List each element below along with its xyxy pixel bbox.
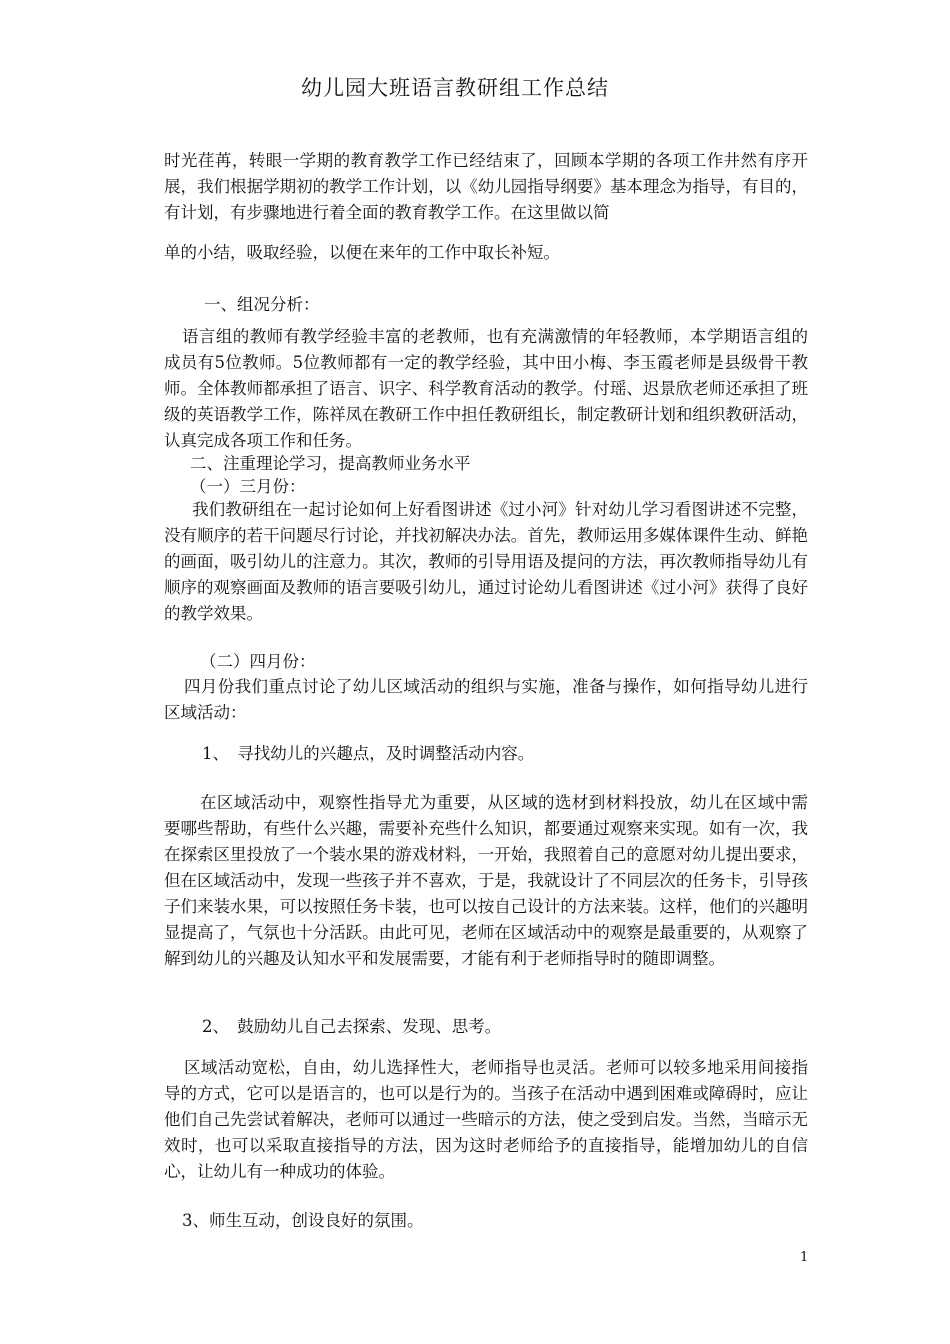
intro-paragraph-end: 单的小结，吸取经验，以便在来年的工作中取长补短。	[164, 243, 560, 262]
document-title: 幼儿园大班语言教研组工作总结	[301, 76, 609, 100]
march-heading: （一）三月份：	[190, 477, 306, 496]
point2-body: 区域活动宽松，自由，幼儿选择性大，老师指导也灵活。老师可以较多地采用间接指导的方式，它可以是语言的，也可以是行为的。当孩子在活动中遇到困难或障碍时，应让他们自己先尝试着解决，老师可以通过一些暗示的方法，使之受到启发。当然，当暗示无效时，也可以采取直接指导的方法，因为这时老师给予的直接指导，能增加幼儿的自信心，让幼儿有一种成功的体验。	[164, 1058, 808, 1181]
section2-heading: 二、注重理论学习，提高教师业务水平	[190, 454, 471, 473]
point3-heading: 3、师生互动，创设良好的氛围。	[182, 1211, 424, 1230]
point1-heading: 1、 寻找幼儿的兴趣点，及时调整活动内容。	[202, 744, 535, 763]
april-heading: （二）四月份：	[200, 652, 316, 671]
april-body: 四月份我们重点讨论了幼儿区域活动的组织与实施，准备与操作，如何指导幼儿进行区域活动：	[164, 677, 808, 722]
intro-paragraph: 时光荏苒，转眼一学期的教育教学工作已经结束了，回顾本学期的各项工作井然有序开展，我们根据学期初的教学工作计划，以《幼儿园指导纲要》基本理念为指导，有目的，有计划，有步骤地进行着全面的教育教学工作。在这里做以简	[164, 151, 808, 222]
section1-body: 语言组的教师有教学经验丰富的老教师，也有充满激情的年轻教师，本学期语言组的成员有5位教师。5位教师都有一定的教学经验，其中田小梅、李玉霞老师是县级骨干教师。全体教师都承担了语言、识字、科学教育活动的教学。付瑶、迟景欣老师还承担了班级的英语教学工作，陈祥凤在教研工作中担任教研组长，制定教研计划和组织教研活动，认真完成各项工作和任务。	[164, 327, 808, 450]
point2-heading: 2、 鼓励幼儿自己去探索、发现、思考。	[202, 1017, 502, 1036]
page-number: 1	[800, 1250, 809, 1265]
point1-body: 在区域活动中，观察性指导尤为重要，从区域的选材到材料投放，幼儿在区域中需要哪些帮助，有些什么兴趣，需要补充些什么知识，都要通过观察来实现。如有一次，我在探索区里投放了一个装水果的游戏材料，一开始，我照着自己的意愿对幼儿提出要求，但在区域活动中，发现一些孩子并不喜欢，于是，我就设计了不同层次的任务卡，引导孩子们来装水果，可以按照任务卡装，也可以按自己设计的方法来装。这样，他们的兴趣明显提高了，气氛也十分活跃。由此可见，老师在区域活动中的观察是最重要的，从观察了解到幼儿的兴趣及认知水平和发展需要，才能有利于老师指导时的随即调整。	[164, 793, 808, 968]
march-body: 我们教研组在一起讨论如何上好看图讲述《过小河》针对幼儿学习看图讲述不完整，没有顺序的若干问题尽行讨论，并找初解决办法。首先，教师运用多媒体课件生动、鲜艳的画面，吸引幼儿的注意力。其次，教师的引导用语及提问的方法，再次教师指导幼儿有顺序的观察画面及教师的语言要吸引幼儿，通过讨论幼儿看图讲述《过小河》获得了良好的教学效果。	[164, 500, 808, 623]
section1-heading: 一、组况分析：	[204, 295, 320, 314]
